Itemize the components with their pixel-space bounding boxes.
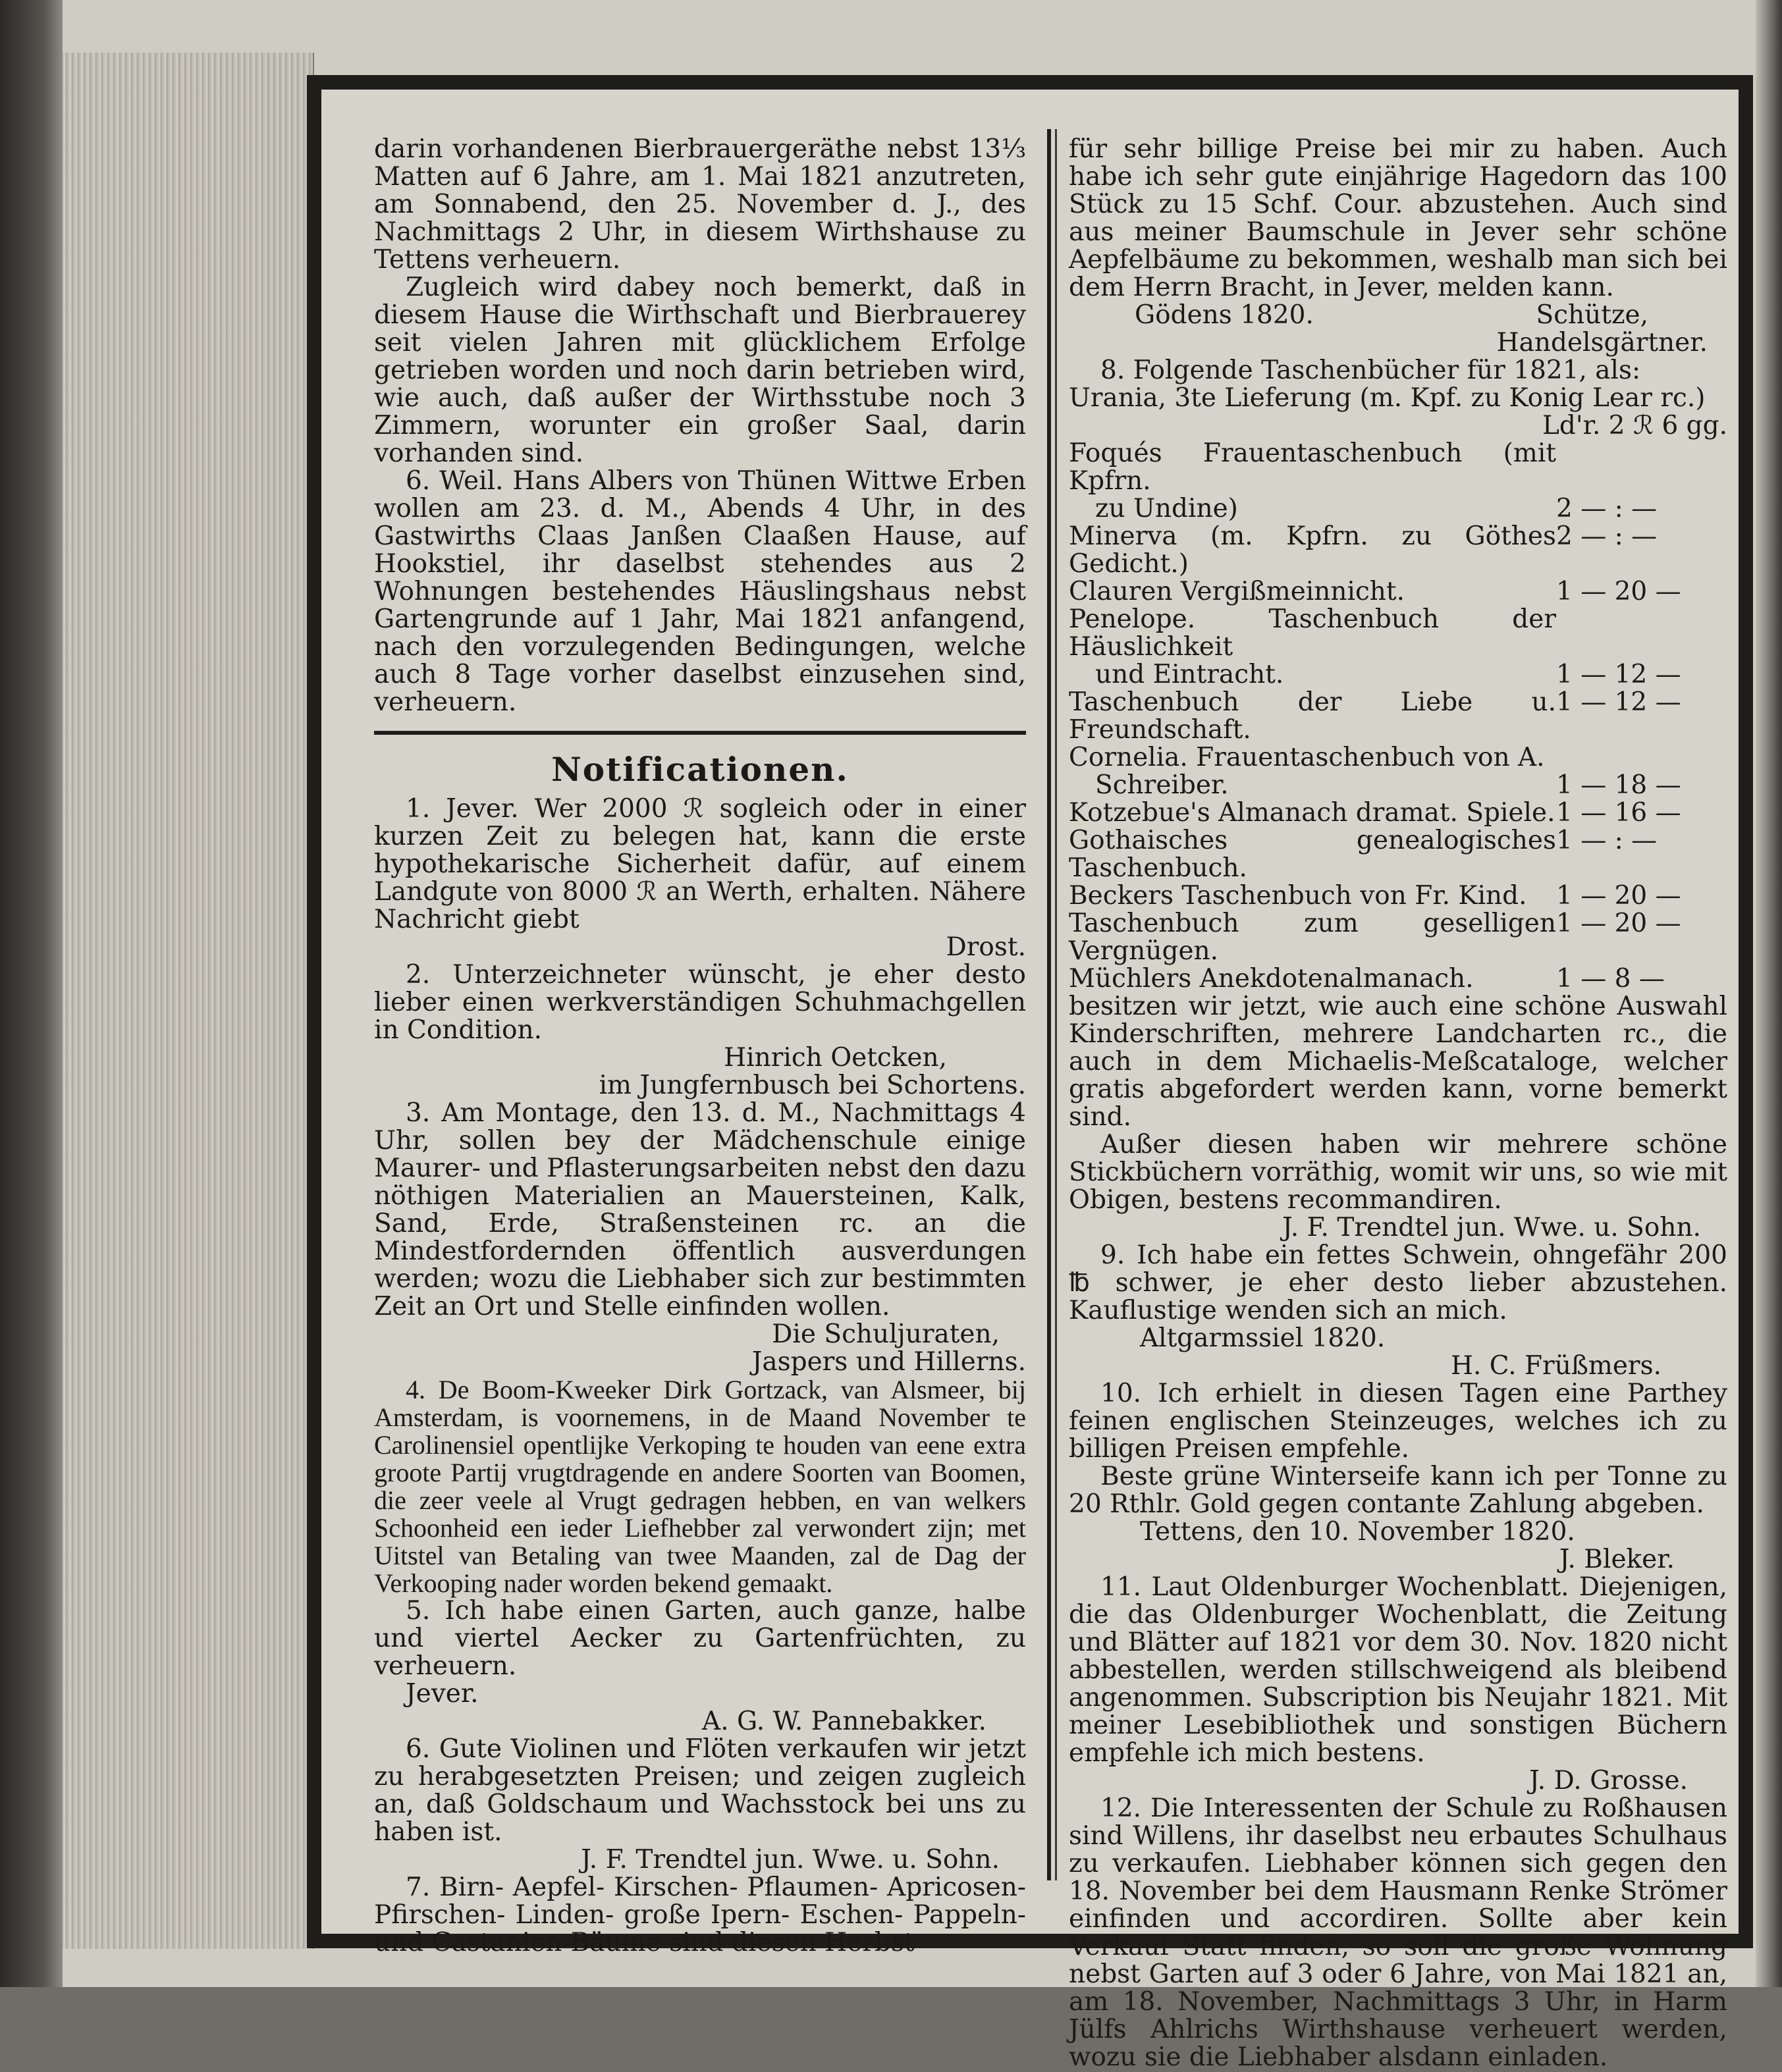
book-price: 1 — 20 — bbox=[1556, 881, 1681, 911]
book-price: 1 — 12 — bbox=[1556, 660, 1681, 689]
notification-7-closing bbox=[1069, 302, 1727, 329]
book-title: Minerva (m. Kpfrn. zu Göthes Gedicht.) bbox=[1069, 521, 1556, 579]
book-price: 2 — : — bbox=[1556, 494, 1658, 523]
notification-10: 10. Ich erhielt in diesen Tagen eine Parthey feinen englischen Steinzeuges, welches ich zu billigen Preisen empfehle. bbox=[1069, 1379, 1727, 1464]
notification-9-place: Altgarmssiel 1820. bbox=[1140, 1323, 1386, 1353]
book-title: Penelope. Taschenbuch der Häuslichkeit bbox=[1069, 604, 1556, 662]
book-price bbox=[1556, 440, 1727, 495]
section-rule bbox=[374, 731, 1026, 735]
notification-6: 6. Gute Violinen und Flöten verkaufen wir jetzt zu herabgesetzten Preisen; und zeigen zugleich an, daß Goldschaum und Wachsstock bei uns zu haben ist. bbox=[374, 1734, 1026, 1847]
book-price bbox=[1556, 744, 1727, 772]
notification-5-signature: A. G. W. Pannebakker. bbox=[702, 1707, 986, 1736]
book-row bbox=[1069, 882, 1727, 910]
notification-5-place: Jever. bbox=[406, 1679, 479, 1709]
notification-8-intro: 8. Folgende Taschenbücher für 1821, als: bbox=[1100, 356, 1641, 385]
book-price: 1 — 16 — bbox=[1556, 798, 1681, 828]
notification-8-rest: besitzen wir jetzt, wie auch eine schöne Auswahl Kinderschriften, mehrere Landcharten rc., die auch in dem Michaelis-Meßcataloge, welcher gratis abgefordert werden kann, vorne bemerkt sind. bbox=[1069, 992, 1727, 1132]
book-row bbox=[1069, 910, 1727, 965]
paragraph-brewery: darin vorhandenen Bierbrauergeräthe nebst 13⅓ Matten auf 6 Jahre, am 1. Mai 1821 anzutreten, am Sonnabend, den 25. November d. J., des Nachmittags 2 Uhr, in diesem Wirthshause zu Tettens verheuern. bbox=[374, 134, 1026, 275]
book-title: Schreiber. bbox=[1095, 770, 1229, 800]
book-price: 1 — 20 — bbox=[1556, 577, 1681, 606]
notification-5: 5. Ich habe einen Garten, auch ganze, halbe und viertel Aecker zu Gartenfrüchten, zu verheuern. bbox=[374, 1596, 1026, 1681]
book-price bbox=[1556, 606, 1727, 661]
book-price: 1 — 12 — bbox=[1556, 687, 1681, 717]
left-column bbox=[374, 136, 1026, 1957]
notification-7-signature-name: Schütze, bbox=[1536, 300, 1648, 330]
column-divider bbox=[1047, 129, 1051, 1880]
notification-3: 3. Am Montage, den 13. d. M., Nachmittags 4 Uhr, sollen bey der Mädchenschule einige Maurer- und Pflasterungsarbeiten nebst den dazu nöthigen Materialien an Mauersteinen, Kalk, Sand, Erde, Straßensteinen rc. an die Mindestfordernden öffentlich ausverdungen werden; wozu die Liebhaber sich zur bestimmten Zeit an Ort und Stelle einfinden wollen. bbox=[374, 1098, 1026, 1321]
book-price: 1 — : — bbox=[1556, 826, 1658, 855]
notification-1-signature: Drost. bbox=[946, 932, 1026, 962]
book-title: zu Undine) bbox=[1095, 494, 1238, 523]
book-title: Müchlers Anekdotenalmanach. bbox=[1069, 964, 1474, 994]
book-title: Kotzebue's Almanach dramat. Spiele. bbox=[1069, 798, 1555, 828]
book-title: Foqués Frauentaschenbuch (mit Kpfrn. bbox=[1069, 438, 1556, 496]
book-row bbox=[1069, 523, 1727, 578]
book-row bbox=[1069, 744, 1727, 772]
notification-2-signature-place: im Jungfernbusch bei Schortens. bbox=[599, 1071, 1026, 1100]
book-price: 2 — : — bbox=[1556, 521, 1658, 551]
notification-3-signature-title: Die Schuljuraten, bbox=[772, 1319, 1000, 1349]
notification-7-place: Gödens 1820. bbox=[1135, 300, 1314, 330]
notice-6-thuenen: 6. Weil. Hans Albers von Thünen Wittwe Erben wollen am 23. d. M., Abends 4 Uhr, in des Gastwirths Claas Janßen Claaßen Hause, auf Hookstiel, ihr daselbst stehendes aus 2 Wohnungen bestehendes Häuslingshaus nebst Gartengrunde auf 1 Jahr, Mai 1821 anfangend, nach den vorzulegenden Bedingungen, welche auch 8 Tage vorher daselbst einzusehen sind, verheuern. bbox=[374, 466, 1026, 717]
right-page-edge bbox=[1756, 0, 1782, 1987]
notification-10-signature: J. Bleker. bbox=[1559, 1545, 1675, 1574]
notification-7-signature-title: Handelsgärtner. bbox=[1496, 328, 1708, 358]
notification-11: 11. Laut Oldenburger Wochenblatt. Diejenigen, die das Oldenburger Wochenblatt, die Zeitung und Blätter auf 1821 vor dem 30. Nov. 1820 nicht abbestellen, werden stillschweigend als bleibend angenommen. Subscription bis Neujahr 1821. Mit meiner Lesebibliothek und sonstigen Büchern empfehle ich mich bestens. bbox=[1069, 1572, 1727, 1768]
book-row bbox=[1069, 965, 1727, 993]
notification-3-signature-names: Jaspers und Hillerns. bbox=[751, 1347, 1026, 1377]
notification-11-signature: J. D. Grosse. bbox=[1529, 1766, 1688, 1795]
notification-9: 9. Ich habe ein fettes Schwein, ohngefähr 200 ℔ schwer, je eher desto lieber abzustehen. Kauflustige wenden sich an mich. bbox=[1069, 1240, 1727, 1325]
book-title: und Eintracht. bbox=[1095, 660, 1284, 689]
book-title: Cornelia. Frauentaschenbuch von A. bbox=[1069, 743, 1545, 772]
book-row bbox=[1069, 440, 1727, 495]
notification-9-signature: H. C. Früßmers. bbox=[1450, 1351, 1661, 1381]
book-title: Clauren Vergißmeinnicht. bbox=[1069, 577, 1405, 606]
book-title: Gothaisches genealogisches Taschenbuch. bbox=[1069, 826, 1556, 883]
book-row bbox=[1069, 772, 1727, 799]
notification-8-urania: Urania, 3te Lieferung (m. Kpf. zu Konig Lear rc.) bbox=[1069, 383, 1706, 413]
section-heading: Notificationen. bbox=[551, 750, 849, 789]
book-gutter bbox=[0, 0, 63, 1987]
notification-8-signature: J. F. Trendtel jun. Wwe. u. Sohn. bbox=[1282, 1213, 1701, 1242]
notification-8-currency-header: Ld'r. 2 ℛ 6 gg. bbox=[1542, 411, 1727, 440]
book-title: Taschenbuch der Liebe u. Freundschaft. bbox=[1069, 687, 1556, 745]
notification-10-place: Tettens, den 10. November 1820. bbox=[1140, 1517, 1575, 1547]
book-row bbox=[1069, 578, 1727, 606]
page-stack-edges bbox=[63, 53, 314, 1949]
book-price: 1 — 18 — bbox=[1556, 770, 1681, 800]
book-row bbox=[1069, 827, 1727, 882]
notification-8-more: Außer diesen haben wir mehrere schöne Stickbüchern vorräthig, womit wir uns, so wie mit Obigen, bestens recommandiren. bbox=[1069, 1130, 1727, 1215]
notification-6-signature: J. F. Trendtel jun. Wwe. u. Sohn. bbox=[581, 1845, 1000, 1874]
notification-7-continued: für sehr billige Preise bei mir zu haben. Auch habe ich sehr gute einjährige Hagedorn das 100 Stück zu 15 Schf. Cour. abzustehen. Auch sind aus meiner Baumschule in Jever sehr schöne Aepfelbäume zu bekommen, weshalb man sich bei dem Herrn Bracht, in Jever, melden kann. bbox=[1069, 134, 1727, 302]
book-row bbox=[1069, 689, 1727, 744]
book-row bbox=[1069, 661, 1727, 689]
notification-2-signature-name: Hinrich Oetcken, bbox=[724, 1043, 947, 1073]
notification-4-dutch: 4. De Boom-Kweeker Dirk Gortzack, van Alsmeer, bij Amsterdam, is voornemens, in de Maand November te Carolinensiel opentlijke Verkoping te houden van eene extra groote Partij vrugtdragende en andere Soorten van Boomen, die zeer veele al Vrugt gedragen hebben, en van welkers Schoonheid een ieder Liefhebber zal verwondert zijn; met Uitstel van Betaling van twee Maanden, zal de Dag der Verkooping nader worden bekend gemaakt. bbox=[374, 1375, 1026, 1598]
right-column bbox=[1069, 136, 1727, 2071]
paragraph-brewery-note: Zugleich wird dabey noch bemerkt, daß in diesem Hause die Wirthschaft und Bierbrauerey seit vielen Jahren mit glücklichem Erfolge getrieben worden und noch darin betrieben wird, wie auch, daß außer der Wirthsstube noch 3 Zimmern, worunter ein großer Saal, darin vorhanden sind. bbox=[374, 273, 1026, 468]
notification-2: 2. Unterzeichneter wünscht, je eher desto lieber einen werkverständigen Schuhmachgellen in Condition. bbox=[374, 960, 1026, 1045]
notification-1: 1. Jever. Wer 2000 ℛ sogleich oder in einer kurzen Zeit zu belegen hat, kann die erste hypothekarische Sicherheit dafür, auf einem Landgute von 8000 ℛ an Werth, erhalten. Nähere Nachricht giebt bbox=[374, 794, 1026, 934]
book-price: 1 — 20 — bbox=[1556, 909, 1681, 938]
book-price-list bbox=[1069, 440, 1727, 993]
notification-10-soap: Beste grüne Winterseife kann ich per Tonne zu 20 Rthlr. Gold gegen contante Zahlung abgeben. bbox=[1069, 1462, 1727, 1519]
book-price: 1 — 8 — bbox=[1556, 964, 1665, 994]
notification-7: 7. Birn- Aepfel- Kirschen- Pflaumen- Apricosen- Pfirschen- Linden- große Ipern- Eschen- Pappeln- und Castanien-Bäume sind diesen Herbst bbox=[374, 1873, 1026, 1957]
book-title: Taschenbuch zum geselligen Vergnügen. bbox=[1069, 909, 1556, 966]
text-frame bbox=[307, 75, 1753, 2072]
book-title: Beckers Taschenbuch von Fr. Kind. bbox=[1069, 881, 1527, 911]
book-row bbox=[1069, 606, 1727, 661]
notification-12: 12. Die Interessenten der Schule zu Roßhausen sind Willens, ihr daselbst neu erbautes Schulhaus zu verkaufen. Liebhaber können sich gegen den 18. November bei dem Hausmann Renke Strömer einfinden und accordiren. Sollte aber kein Verkauf Statt finden, so soll die große Wohnung nebst Garten auf 3 oder 6 Jahre, von Mai 1821 an, am 18. November, Nachmittags 3 Uhr, in Harm Jülfs Ahlrichs Wirthshause verheuert werden, wozu sie die Liebhaber alsdann einladen. bbox=[1069, 1793, 1727, 2072]
book-row bbox=[1069, 799, 1727, 827]
book-row bbox=[1069, 495, 1727, 523]
